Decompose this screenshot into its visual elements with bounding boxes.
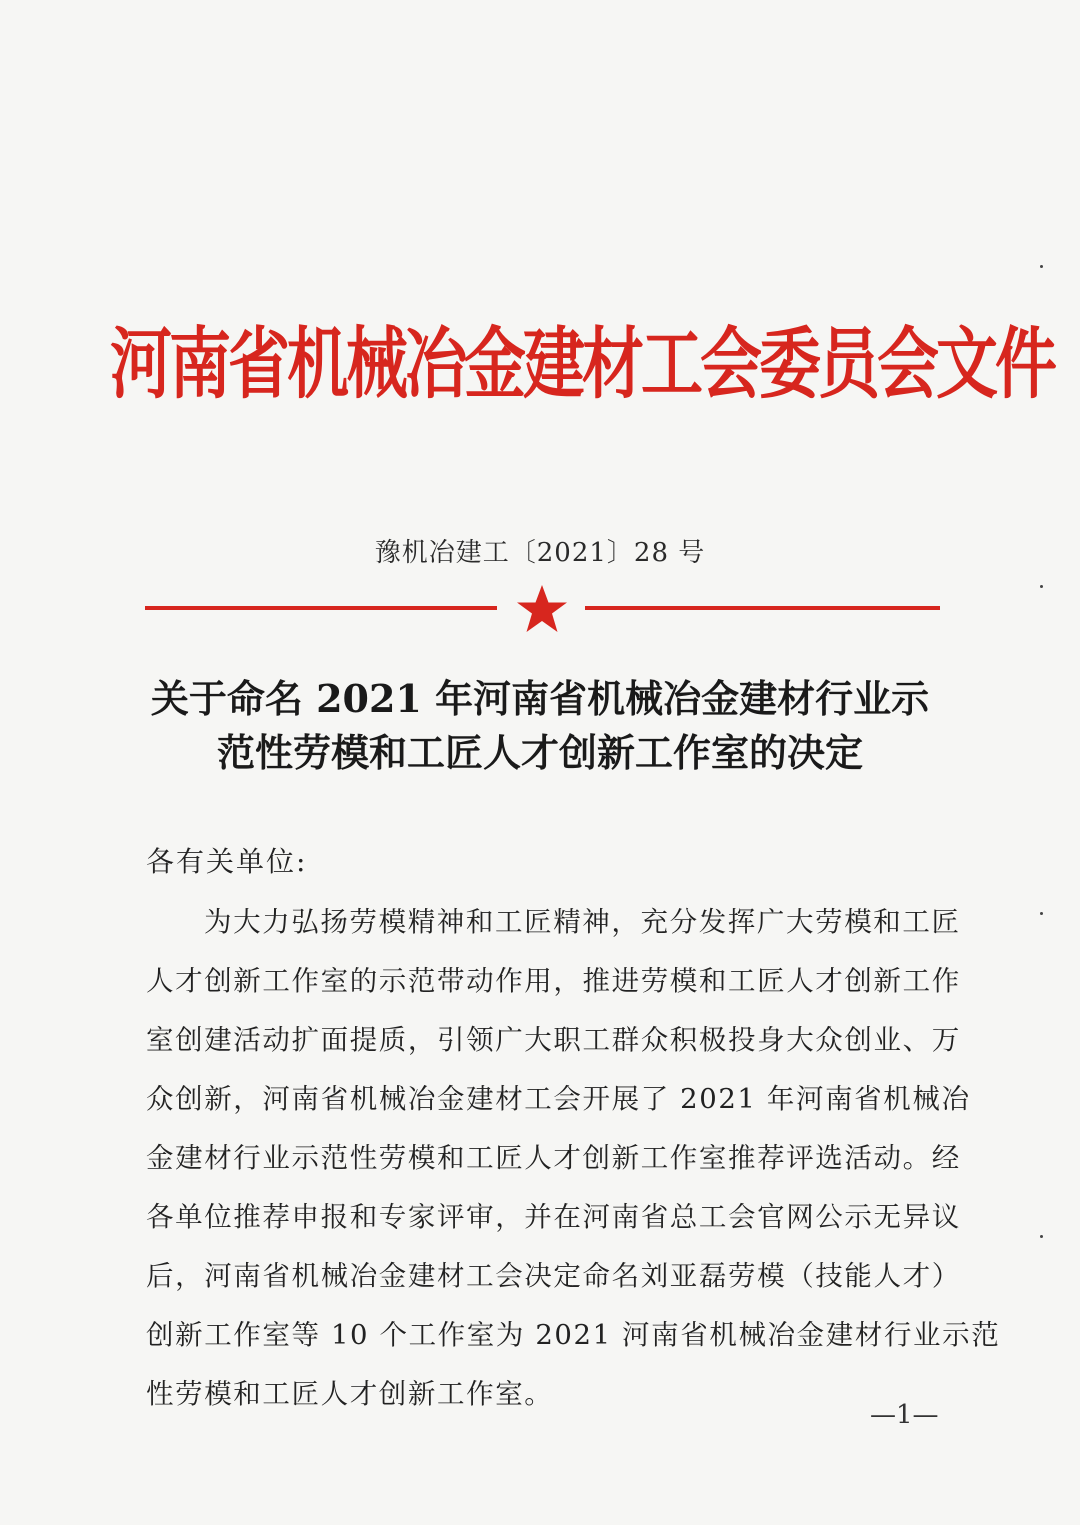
body-line: 人才创新工作室的示范带动作用，推进劳模和工匠人才创新工作 xyxy=(146,965,961,997)
document-title-line2: 范性劳模和工匠人才创新工作室的决定 xyxy=(216,730,863,775)
body-line: 为大力弘扬劳模精神和工匠精神，充分发挥广大劳模和工匠 xyxy=(204,906,961,938)
scan-speck xyxy=(1040,912,1043,915)
body-line: 室创建活动扩面提质，引领广大职工群众积极投身大众创业、万 xyxy=(146,1024,961,1056)
scan-speck xyxy=(1040,265,1043,268)
body-paragraph xyxy=(146,893,1001,1424)
body-line: 性劳模和工匠人才创新工作室。 xyxy=(146,1378,554,1410)
divider-line-left xyxy=(145,606,497,610)
document-title xyxy=(120,672,960,780)
document-number: 豫机冶建工〔2021〕28 号 xyxy=(374,538,706,568)
body-line: 众创新，河南省机械冶金建材工会开展了 2021 年河南省机械冶 xyxy=(146,1083,971,1115)
body-line: 各单位推荐申报和专家评审，并在河南省总工会官网公示无异议 xyxy=(146,1201,961,1233)
page-number: —1— xyxy=(870,1400,939,1430)
scan-speck xyxy=(1040,585,1043,588)
red-star-icon xyxy=(515,584,569,634)
salutation: 各有关单位: xyxy=(146,845,308,878)
red-divider xyxy=(145,584,940,634)
body-line: 创新工作室等 10 个工作室为 2021 河南省机械冶金建材行业示范 xyxy=(146,1319,1001,1351)
document-title-line1: 关于命名 2021 年河南省机械冶金建材行业示 xyxy=(150,676,930,721)
body-line: 后，河南省机械冶金建材工会决定命名刘亚磊劳模（技能人才） xyxy=(146,1260,961,1292)
scan-speck xyxy=(1040,1235,1043,1238)
divider-line-right xyxy=(585,606,940,610)
document-header-title: 河南省机械冶金建材工会委员会文件 xyxy=(110,318,1055,410)
body-line: 金建材行业示范性劳模和工匠人才创新工作室推荐评选活动。经 xyxy=(146,1142,961,1174)
